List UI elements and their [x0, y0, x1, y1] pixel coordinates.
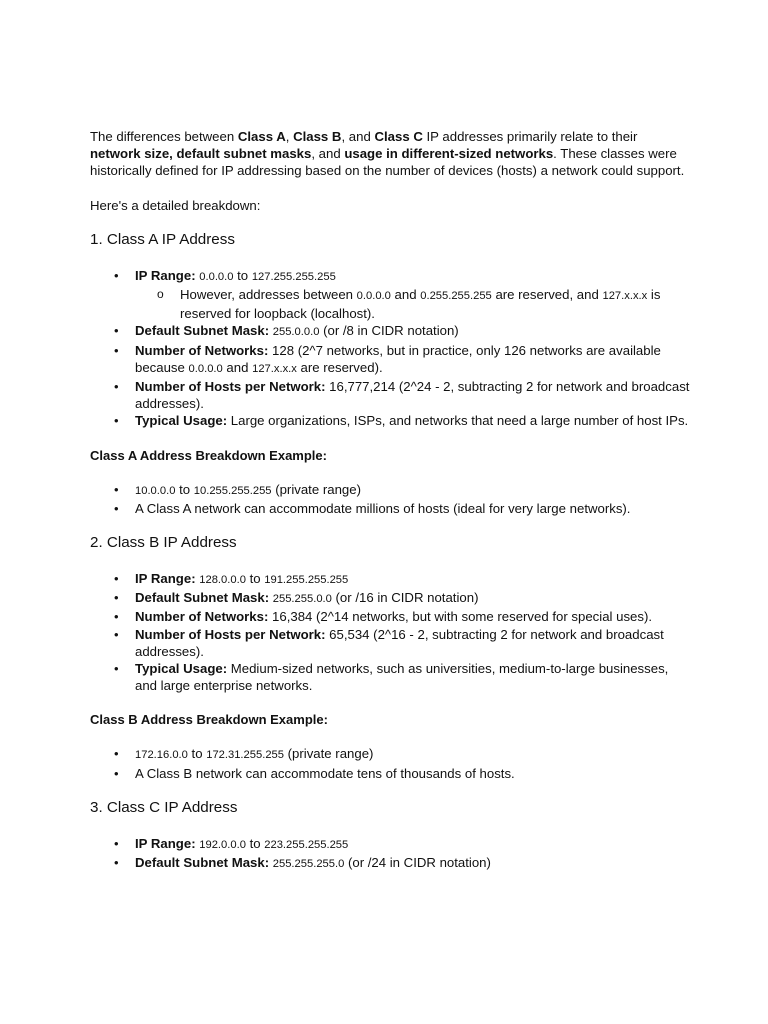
intro-text: ,	[285, 129, 294, 144]
item-text: Large organizations, ISPs, and networks that need a large number of host IPs.	[227, 413, 689, 429]
item-label: Typical Usage:	[135, 661, 228, 677]
list-item	[135, 608, 690, 625]
item-text: is reserved for loopback (localhost).	[180, 287, 661, 322]
list-item	[135, 342, 690, 378]
item-label: Default Subnet Mask:	[135, 855, 270, 871]
class-b-heading: 2. Class B IP Address	[90, 534, 237, 552]
item-text: (or /16 in CIDR notation)	[331, 590, 479, 606]
breakdown-lead: Here's a detailed breakdown:	[90, 197, 261, 213]
intro-text: , and	[311, 146, 345, 162]
intro-bold: Class A	[237, 129, 286, 144]
item-text: (or /8 in CIDR notation)	[319, 323, 459, 339]
class-b-example-heading: Class B Address Breakdown Example:	[90, 712, 328, 728]
ip-value: 172.31.255.255	[206, 749, 284, 762]
intro-bold: usage in different-sized networks	[344, 146, 554, 162]
ip-value: 127.x.x.x	[252, 362, 297, 375]
ip-value: 0.0.0.0	[356, 290, 391, 303]
item-label: Default Subnet Mask:	[135, 590, 270, 606]
item-text: However, addresses between	[180, 287, 357, 303]
item-text: and	[390, 287, 421, 303]
item-text: (private range)	[271, 481, 361, 497]
ip-value: 0.0.0.0	[188, 362, 223, 375]
list-item	[135, 570, 690, 589]
class-a-example-heading: Class A Address Breakdown Example:	[90, 447, 327, 463]
item-text: 128 (2^7 networks, but in practice, only 126 networks are available because	[135, 342, 661, 375]
ip-value: 172.16.0.0	[135, 749, 188, 762]
item-text: to	[245, 571, 265, 587]
list-item: • A Class A network can accommodate millions of hosts (ideal for very large networks).	[135, 500, 690, 517]
list-item	[135, 854, 690, 873]
item-text: to	[233, 267, 252, 283]
class-a-list	[90, 267, 690, 430]
item-label: Default Subnet Mask:	[135, 323, 270, 339]
class-a-example-list	[90, 481, 690, 517]
ip-value: 191.255.255.255	[264, 574, 349, 587]
item-label: IP Range:	[135, 571, 196, 587]
list-item	[135, 481, 690, 500]
list-item	[135, 322, 690, 341]
class-c-heading: 3. Class C IP Address	[90, 798, 238, 816]
item-text: to	[175, 481, 194, 497]
item-label: IP Range:	[135, 835, 196, 851]
item-text: Medium-sized networks, such as universities, medium-to-large businesses, and large enterprise networks.	[135, 661, 669, 694]
list-item: • A Class B network can accommodate tens of thousands of hosts.	[135, 765, 690, 782]
intro-bold: Class C	[374, 129, 423, 144]
item-text: are reserved, and	[491, 287, 603, 303]
ip-value: 127.x.x.x	[602, 290, 648, 303]
ip-value: 255.0.0.0	[272, 326, 320, 339]
item-label: IP Range:	[135, 267, 196, 283]
list-item	[135, 378, 690, 412]
document-page	[90, 128, 690, 873]
list-item	[135, 267, 690, 323]
class-b-list	[90, 570, 690, 694]
item-label: Typical Usage:	[135, 413, 228, 429]
class-b-example-list	[90, 745, 690, 781]
list-item	[135, 412, 690, 429]
list-item	[135, 626, 690, 660]
list-item	[135, 835, 690, 854]
ip-value: 10.255.255.255	[193, 484, 272, 497]
item-text: 16,777,214 (2^24 - 2, subtracting 2 for network and broadcast addresses).	[135, 379, 690, 412]
class-c-list	[90, 835, 690, 873]
list-item	[135, 660, 690, 694]
ip-value: 255.255.0.0	[272, 593, 332, 606]
ip-value: 127.255.255.255	[251, 270, 336, 283]
item-text: (or /24 in CIDR notation)	[344, 855, 491, 871]
item-text: to	[187, 746, 207, 762]
item-label: Number of Hosts per Network:	[135, 626, 326, 642]
sub-list-item	[180, 286, 690, 322]
intro-text: , and	[341, 129, 375, 144]
ip-value: 255.255.255.0	[272, 858, 345, 871]
intro-text: . These classes were historically defined for IP addressing based on the number of devices (hosts) a network could support.	[90, 146, 685, 179]
ip-value: 192.0.0.0	[199, 838, 246, 851]
item-text: and	[222, 359, 253, 375]
intro-text: IP addresses primarily relate to their	[422, 129, 638, 144]
ip-value: 10.0.0.0	[135, 484, 176, 497]
class-a-heading: 1. Class A IP Address	[90, 230, 235, 248]
sub-list	[135, 286, 690, 322]
item-label: Number of Hosts per Network:	[135, 379, 326, 395]
intro-paragraph	[90, 128, 690, 180]
intro-text: The differences between	[90, 129, 238, 144]
item-text: 65,534 (2^16 - 2, subtracting 2 for network and broadcast addresses).	[135, 626, 664, 659]
ip-value: 223.255.255.255	[264, 838, 349, 851]
ip-value: 0.255.255.255	[420, 290, 492, 303]
item-text: (private range)	[284, 746, 374, 762]
item-label: Number of Networks:	[135, 342, 269, 358]
item-label: Number of Networks:	[135, 609, 269, 625]
item-text: are reserved).	[296, 359, 383, 375]
intro-bold: network size, default subnet masks	[90, 146, 312, 162]
list-item	[135, 745, 690, 764]
ip-value: 128.0.0.0	[199, 574, 246, 587]
item-text: 16,384 (2^14 networks, but with some reserved for special uses).	[268, 609, 653, 625]
list-item	[135, 589, 690, 608]
item-text: to	[245, 835, 265, 851]
ip-value: 0.0.0.0	[199, 270, 234, 283]
intro-bold: Class B	[293, 129, 342, 144]
